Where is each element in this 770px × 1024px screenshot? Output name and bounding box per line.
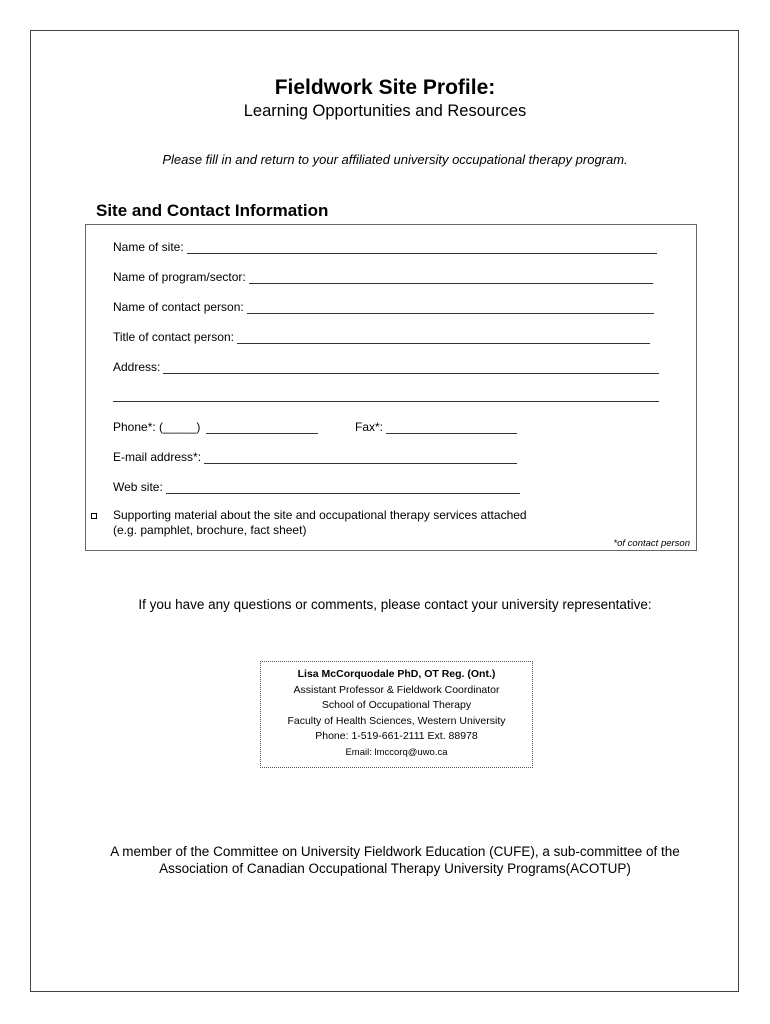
contact-name-field[interactable] xyxy=(113,300,654,314)
supporting-material-line2: (e.g. pamphlet, brochure, fact sheet) xyxy=(113,523,307,537)
contact-name-label: Name of contact person: xyxy=(113,300,244,314)
site-name-field[interactable] xyxy=(113,240,657,254)
contact-title-label: Title of contact person: xyxy=(113,330,234,344)
email-label: E-mail address*: xyxy=(113,450,202,464)
address-line-1[interactable] xyxy=(163,362,659,374)
footer-line1: A member of the Committee on University Fieldwork Education (CUFE), a sub-committee of the xyxy=(110,844,680,859)
contact-box xyxy=(260,661,533,768)
footer-line2: Association of Canadian Occupational Therapy University Programs(ACOTUP) xyxy=(159,861,631,876)
footer xyxy=(0,843,770,877)
questions-text: If you have any questions or comments, please contact your university representative: xyxy=(138,597,652,612)
email-line[interactable] xyxy=(204,452,517,464)
contact-footnote: *of contact person xyxy=(613,538,690,549)
phone-line[interactable] xyxy=(206,422,318,434)
supporting-material-checkbox[interactable] xyxy=(91,513,97,519)
program-name-line[interactable] xyxy=(249,272,653,284)
website-label: Web site: xyxy=(113,480,163,494)
contact-school: School of Occupational Therapy xyxy=(321,699,472,711)
page-title: Fieldwork Site Profile: xyxy=(274,76,496,99)
address-field[interactable] xyxy=(113,360,659,374)
supporting-material-line1: Supporting material about the site and occupational therapy services attached xyxy=(113,508,527,522)
contact-name-line[interactable] xyxy=(247,302,654,314)
phone-label: Phone*: (_____) xyxy=(113,420,201,434)
program-name-field[interactable] xyxy=(113,270,653,284)
address-line-2-field[interactable] xyxy=(113,390,659,402)
address-label: Address: xyxy=(113,360,161,374)
site-name-line[interactable] xyxy=(187,242,657,254)
section-heading: Site and Contact Information xyxy=(96,201,329,220)
contact-faculty: Faculty of Health Sciences, Western University xyxy=(287,714,506,727)
email-field[interactable] xyxy=(113,450,517,464)
website-field[interactable] xyxy=(113,480,520,494)
page-subtitle: Learning Opportunities and Resources xyxy=(243,102,527,120)
contact-role: Assistant Professor & Fieldwork Coordinator xyxy=(293,683,500,696)
program-name-label: Name of program/sector: xyxy=(113,270,246,284)
address-line-2[interactable] xyxy=(113,390,659,402)
supporting-material-text xyxy=(113,508,527,538)
site-name-label: Name of site: xyxy=(113,240,184,254)
contact-title-field[interactable] xyxy=(113,330,650,344)
fax-line[interactable] xyxy=(386,422,517,434)
website-line[interactable] xyxy=(166,482,520,494)
contact-phone: Phone: 1-519-661-2111 Ext. 88978 xyxy=(315,730,478,742)
contact-title-line[interactable] xyxy=(237,332,650,344)
phone-field[interactable] xyxy=(113,420,318,434)
contact-name: Lisa McCorquodale PhD, OT Reg. (Ont.) xyxy=(297,668,496,680)
fax-label: Fax*: xyxy=(355,420,384,434)
contact-email[interactable]: Email: lmccorq@uwo.ca xyxy=(345,746,448,758)
instruction-text: Please fill in and return to your affiliated university occupational therapy program. xyxy=(162,152,628,167)
fax-field[interactable] xyxy=(355,420,517,434)
